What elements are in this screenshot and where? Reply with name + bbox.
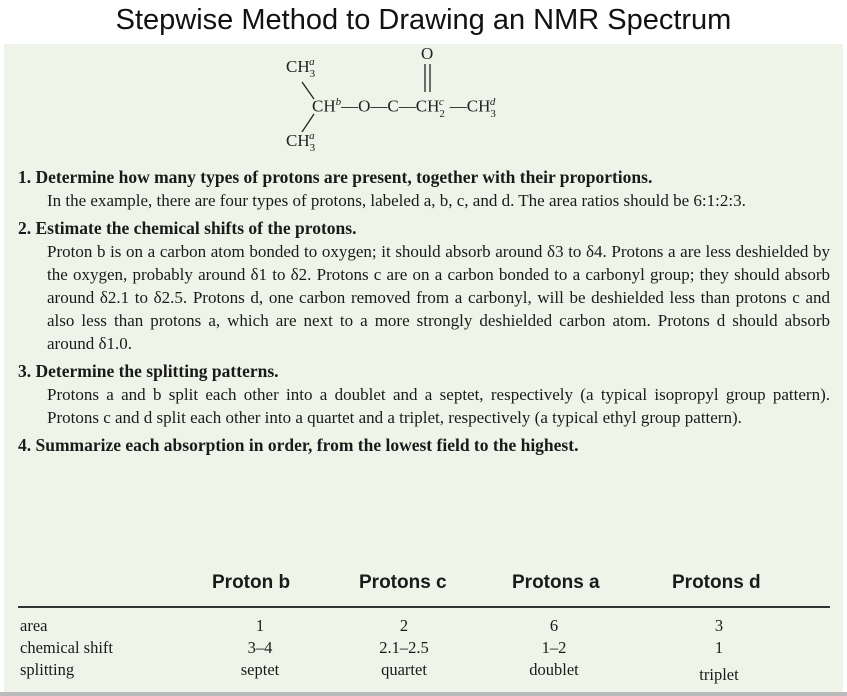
step-body: Proton b is on a carbon atom bonded to oxygen; it should absorb around δ3 to δ4. Protons a are less deshielded by the oxygen, probably around δ1 to δ2. Protons c are on a carbon bonded to a carbonyl group; they should absorb around δ2.1 to δ2.5. Protons d, one carbon removed from a carbonyl, will be deshielded less than protons c and also less than protons a, which are next to a more strongly deshielded carbon atom. Protons d should absorb around δ1.0. bbox=[47, 242, 830, 353]
row-label: splitting bbox=[20, 660, 75, 679]
row-label: chemical shift bbox=[20, 638, 114, 657]
ch3-group-a-bottom: $CH_3^a$ bbox=[286, 130, 316, 154]
column-header: Protons a bbox=[512, 572, 600, 593]
table-cell: 2.1–2.5 bbox=[379, 638, 429, 657]
chemical-structure bbox=[4, 44, 843, 159]
table-cell: 6 bbox=[549, 616, 559, 635]
step-body: In the example, there are four types of protons, labeled a, b, c, and d. The area ratios should be 6:1:2:3. bbox=[47, 191, 746, 210]
table-cell: doublet bbox=[529, 660, 579, 679]
textbook-page bbox=[4, 44, 843, 692]
row-label: area bbox=[20, 616, 48, 635]
table-rule bbox=[18, 606, 830, 608]
step-1 bbox=[18, 165, 830, 212]
ch3-group-a-top: $CH_3^a$ bbox=[286, 56, 316, 80]
column-header: Protons d bbox=[672, 572, 761, 593]
table-header bbox=[4, 572, 843, 602]
table-cell: 2 bbox=[399, 616, 409, 635]
table-cell: 1 bbox=[255, 616, 265, 635]
table-cell: 1–2 bbox=[541, 638, 567, 657]
step-heading: 1. Determine how many types of protons are present, together with their proportions. bbox=[18, 167, 653, 187]
step-list bbox=[18, 165, 830, 461]
bottom-border bbox=[0, 692, 847, 696]
column-header: Protons c bbox=[359, 572, 447, 593]
table-cell: 3–4 bbox=[247, 638, 273, 657]
step-3 bbox=[18, 359, 830, 429]
ch-group-b: $CH^b—O—C—CH_2^c$ $—CH_3^d$ bbox=[312, 95, 496, 120]
table-cell: quartet bbox=[381, 660, 427, 679]
table-cell: 3 bbox=[714, 616, 724, 635]
step-4 bbox=[18, 433, 830, 457]
carbonyl-oxygen: O bbox=[421, 44, 434, 63]
table-cell: septet bbox=[240, 660, 280, 679]
table-cell: triplet bbox=[699, 665, 739, 684]
slide-title: Stepwise Method to Drawing an NMR Spectrum bbox=[115, 4, 732, 36]
step-heading: 2. Estimate the chemical shifts of the protons. bbox=[18, 218, 357, 238]
step-heading: 4. Summarize each absorption in order, from the lowest field to the highest. bbox=[18, 435, 579, 455]
step-heading: 3. Determine the splitting patterns. bbox=[18, 361, 279, 381]
table-cell: 1 bbox=[714, 638, 724, 657]
step-body: Protons a and b split each other into a doublet and a septet, respectively (a typical isopropyl group pattern). Protons c and d split each other into a quartet and a triplet, respectively (a typical ethyl group pattern). bbox=[47, 385, 830, 427]
column-header: Proton b bbox=[212, 572, 291, 593]
step-2 bbox=[18, 216, 830, 355]
